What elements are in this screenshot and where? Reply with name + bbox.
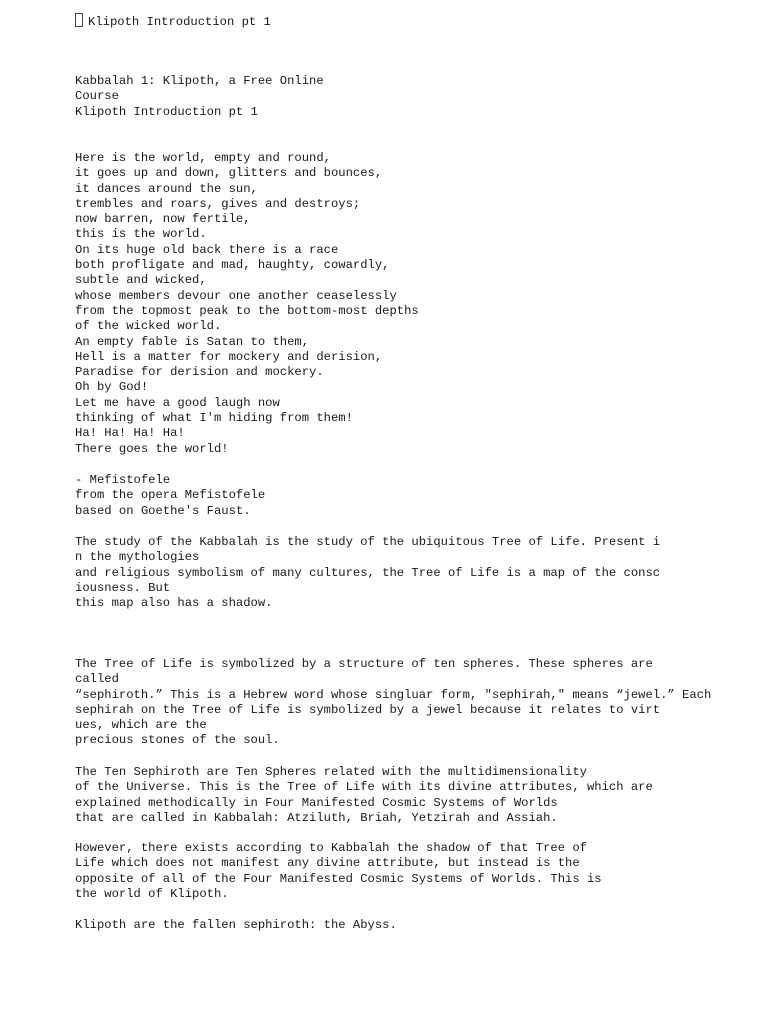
attribution-block (75, 473, 265, 519)
paragraph-sephiroth-jewels (75, 657, 711, 749)
poem-line: Paradise for derision and mockery. (75, 365, 324, 380)
paragraph-line: The study of the Kabbalah is the study of the ubiquitous Tree of Life. Present i (75, 535, 661, 549)
title-line: Kabbalah 1: Klipoth, a Free Online (75, 74, 324, 88)
paragraph-tree-of-life-study (75, 535, 660, 611)
poem-line: of the wicked world. (75, 319, 222, 334)
paragraph-line: Life which does not manifest any divine attribute, but instead is the (75, 856, 580, 871)
poem-line: it goes up and down, glitters and bounces, (75, 166, 383, 181)
poem-line: Oh by God! (75, 380, 149, 395)
poem-line: now barren, now fertile, (75, 212, 251, 227)
poem-line: Here is the world, empty and round, (75, 151, 331, 165)
document-header (75, 13, 271, 30)
paragraph-line: The Tree of Life is symbolized by a structure of ten spheres. These spheres are (75, 657, 653, 671)
paragraph-line: The Ten Sephiroth are Ten Spheres related with the multidimensionality (75, 765, 587, 779)
poem-block (75, 151, 419, 457)
poem-line: both profligate and mad, haughty, cowardly, (75, 258, 390, 273)
attribution-line: based on Goethe's Faust. (75, 503, 251, 518)
paragraph-line: explained methodically in Four Manifested Cosmic Systems of Worlds (75, 795, 558, 810)
title-block (75, 74, 324, 120)
paragraph-line: iousness. But (75, 580, 171, 595)
paragraph-line: ues, which are the (75, 718, 207, 733)
paragraph-klipoth-abyss (75, 918, 397, 933)
poem-line: this is the world. (75, 227, 207, 242)
paragraph-line: “sephiroth.” This is a Hebrew word whose singluar form, "sephirah," means “jewel.” Each (75, 687, 712, 702)
poem-line: whose members devour one another ceaselessly (75, 288, 397, 303)
title-line: Course (75, 89, 119, 104)
poem-line: There goes the world! (75, 441, 229, 456)
paragraph-line: Klipoth are the fallen sephiroth: the Abyss. (75, 918, 397, 932)
poem-line: On its huge old back there is a race (75, 242, 339, 257)
paragraph-line: precious stones of the soul. (75, 733, 280, 748)
document-header-title: Klipoth Introduction pt 1 (88, 15, 271, 29)
paragraph-line: that are called in Kabbalah: Atziluth, Briah, Yetzirah and Assiah. (75, 810, 558, 825)
poem-line: An empty fable is Satan to them, (75, 334, 310, 349)
poem-line: thinking of what I'm hiding from them! (75, 411, 353, 426)
poem-line: Let me have a good laugh now (75, 395, 280, 410)
paragraph-line: called (75, 672, 119, 687)
paragraph-ten-spheres (75, 765, 653, 826)
paragraph-shadow-tree (75, 841, 602, 902)
paragraph-line: and religious symbolism of many cultures, the Tree of Life is a map of the consc (75, 565, 661, 580)
missing-glyph-icon (75, 13, 83, 27)
paragraph-line: opposite of all of the Four Manifested Cosmic Systems of Worlds. This is (75, 871, 602, 886)
paragraph-line: this map also has a shadow. (75, 596, 273, 611)
poem-line: Hell is a matter for mockery and derision, (75, 349, 383, 364)
poem-line: subtle and wicked, (75, 273, 207, 288)
paragraph-line: of the Universe. This is the Tree of Life with its divine attributes, which are (75, 780, 653, 795)
poem-line: trembles and roars, gives and destroys; (75, 196, 361, 211)
attribution-line: from the opera Mefistofele (75, 488, 266, 503)
paragraph-line: sephirah on the Tree of Life is symbolized by a jewel because it relates to virt (75, 702, 661, 717)
poem-line: Ha! Ha! Ha! Ha! (75, 426, 185, 441)
poem-line: it dances around the sun, (75, 181, 258, 196)
paragraph-line: the world of Klipoth. (75, 886, 229, 901)
title-line: Klipoth Introduction pt 1 (75, 104, 258, 119)
paragraph-line: However, there exists according to Kabbalah the shadow of that Tree of (75, 841, 587, 855)
paragraph-line: n the mythologies (75, 550, 200, 565)
poem-line: from the topmost peak to the bottom-most depths (75, 303, 419, 318)
attribution-line: - Mefistofele (75, 473, 171, 487)
